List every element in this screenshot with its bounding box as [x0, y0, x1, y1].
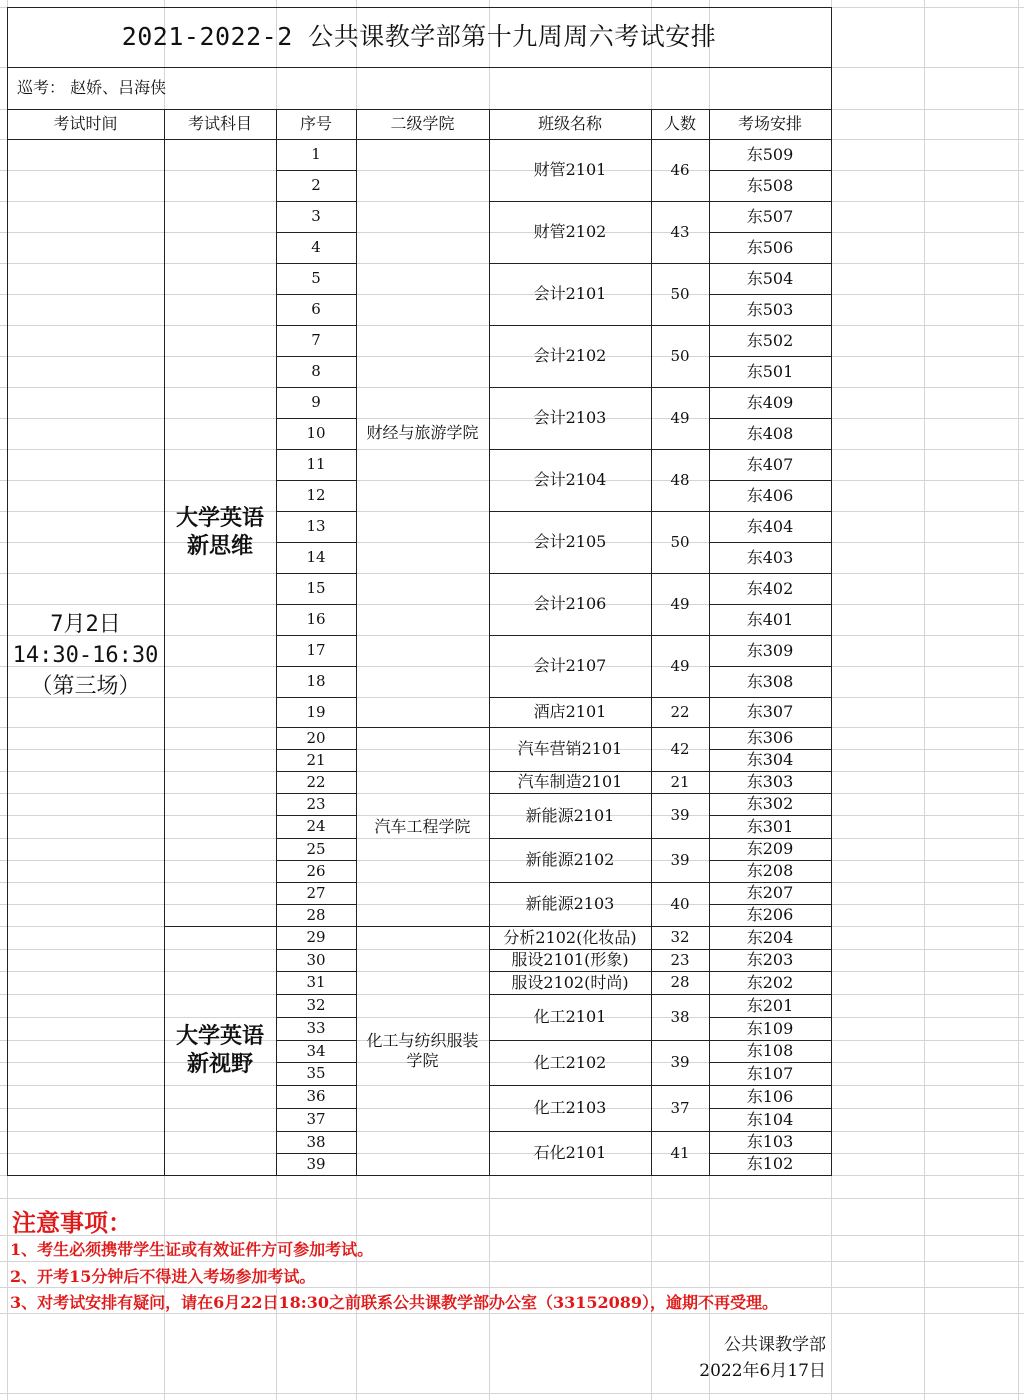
room-cell: 东409	[746, 392, 794, 412]
room-cell: 东403	[746, 547, 794, 567]
room-cell: 东308	[746, 671, 794, 691]
exam-time-range: 14:30-16:30	[12, 643, 159, 669]
class-name-cell: 财管2101	[533, 160, 607, 179]
subject-cell	[164, 926, 276, 1175]
class-count-cell: 50	[670, 346, 690, 365]
room-cell: 东102	[746, 1154, 794, 1173]
class-name-cell: 化工2102	[533, 1052, 607, 1072]
seq-cell: 16	[306, 610, 326, 629]
grid-h	[0, 1235, 1024, 1236]
room-cell: 东402	[746, 578, 794, 598]
class-name-cell: 石化2101	[533, 1143, 607, 1162]
seq-cell: 24	[306, 817, 326, 836]
exam-date: 7月2日	[50, 612, 121, 638]
college-cell	[356, 727, 489, 926]
class-name-cell: 财管2102	[533, 222, 607, 241]
room-cell: 东507	[746, 206, 794, 226]
subject-line1: 大学英语	[175, 505, 264, 531]
class-name-cell: 新能源2101	[525, 805, 615, 825]
seq-cell: 10	[306, 424, 326, 443]
subject-cell	[164, 139, 276, 926]
room-cell: 东207	[746, 883, 794, 902]
room-cell: 东504	[746, 268, 794, 288]
seq-cell: 33	[306, 1019, 326, 1038]
college-line1: 汽车工程学院	[374, 816, 471, 836]
grid-v	[1018, 0, 1019, 1400]
seq-cell: 2	[311, 176, 321, 195]
room-cell: 东503	[746, 299, 794, 319]
seq-cell: 32	[306, 996, 326, 1015]
room-cell: 东202	[746, 972, 794, 992]
class-name-cell: 化工2103	[533, 1098, 607, 1117]
seq-cell: 1	[311, 145, 321, 164]
seq-cell: 6	[311, 300, 321, 319]
class-count-cell: 50	[670, 284, 690, 303]
college-line1: 财经与旅游学院	[366, 423, 479, 442]
college-cell	[356, 139, 489, 727]
class-name-cell: 新能源2102	[525, 850, 615, 869]
college-cell	[356, 926, 489, 1175]
room-cell: 东208	[746, 861, 794, 880]
class-name-cell: 会计2103	[533, 408, 607, 427]
class-count-cell: 37	[670, 1098, 690, 1117]
class-count-cell: 32	[670, 928, 690, 947]
seq-cell: 37	[306, 1110, 326, 1129]
class-name-cell: 分析2102(化妆品)	[503, 927, 637, 947]
seq-cell: 15	[306, 579, 326, 598]
class-name-cell: 服设2102(时尚)	[511, 972, 629, 992]
notice-item-2: 2、开考15分钟后不得进入考场参加考试。	[10, 1267, 316, 1286]
seq-cell: 27	[306, 883, 326, 902]
header-seq: 序号	[299, 114, 332, 133]
room-cell: 东203	[746, 950, 794, 969]
class-name-cell: 酒店2101	[533, 702, 607, 721]
seq-cell: 29	[306, 928, 326, 947]
grid-h	[0, 1261, 1024, 1262]
room-cell: 东303	[746, 772, 794, 791]
class-count-cell: 38	[670, 1007, 690, 1026]
class-name-cell: 会计2101	[533, 284, 607, 303]
class-name-cell: 汽车营销2101	[517, 739, 623, 758]
class-count-cell: 21	[670, 772, 690, 791]
grid-h	[0, 1287, 1024, 1288]
room-cell: 东201	[746, 995, 794, 1015]
notice-title: 注意事项：	[12, 1208, 132, 1237]
notice-item-1: 1、考生必须携带学生证或有效证件方可参加考试。	[10, 1240, 374, 1259]
seq-cell: 20	[306, 728, 326, 747]
seq-cell: 38	[306, 1132, 326, 1151]
class-count-cell: 42	[670, 739, 690, 758]
class-count-cell: 39	[670, 1053, 690, 1072]
subject-line1: 大学英语	[175, 1023, 264, 1049]
header-class: 班级名称	[537, 114, 602, 133]
room-cell: 东509	[746, 144, 794, 164]
header-exam-time: 考试时间	[53, 114, 118, 133]
class-count-cell: 40	[670, 894, 690, 913]
room-cell: 东209	[746, 839, 794, 858]
room-cell: 东502	[746, 330, 794, 350]
seq-cell: 14	[306, 548, 326, 567]
class-name-cell: 会计2107	[533, 656, 607, 675]
seq-cell: 7	[311, 331, 321, 350]
room-cell: 东107	[746, 1063, 794, 1083]
class-name-cell: 汽车制造2101	[517, 772, 623, 791]
class-count-cell: 48	[670, 470, 690, 489]
class-name-cell: 服设2101(形象)	[511, 950, 629, 969]
exam-time-cell	[7, 139, 164, 1174]
room-cell: 东301	[746, 816, 794, 836]
exam-session: （第三场）	[30, 673, 141, 699]
grid-h	[0, 1198, 1024, 1199]
seq-cell: 19	[306, 702, 326, 721]
class-count-cell: 49	[670, 656, 690, 675]
grid-h	[0, 1313, 1024, 1314]
notice-item-3: 3、对考试安排有疑问，请在6月22日18:30之前联系公共课教学部办公室（33152089），逾期不再受理。	[10, 1293, 779, 1312]
class-count-cell: 41	[670, 1143, 690, 1162]
seq-cell: 23	[306, 794, 326, 813]
invigilators: 巡考： 赵娇、吕海侠	[17, 78, 167, 97]
signature-date: 2022年6月17日	[699, 1361, 826, 1381]
class-count-cell: 50	[670, 532, 690, 551]
border-v	[831, 7, 832, 1176]
class-name-cell: 会计2106	[533, 594, 607, 613]
room-cell: 东401	[746, 609, 794, 629]
seq-cell: 8	[311, 362, 321, 381]
page-title: 2021-2022-2 公共课教学部第十九周周六考试安排	[121, 22, 717, 52]
class-name-cell: 会计2105	[533, 532, 607, 551]
seq-cell: 9	[311, 393, 321, 412]
class-count-cell: 39	[670, 806, 690, 825]
header-subject: 考试科目	[187, 114, 252, 133]
class-name-cell: 新能源2103	[525, 894, 615, 913]
seq-cell: 26	[306, 861, 326, 880]
seq-cell: 18	[306, 672, 326, 691]
room-cell: 东103	[746, 1132, 794, 1151]
seq-cell: 12	[306, 486, 326, 505]
room-cell: 东304	[746, 750, 794, 769]
seq-cell: 28	[306, 905, 326, 924]
seq-cell: 17	[306, 641, 326, 660]
class-count-cell: 49	[670, 594, 690, 613]
room-cell: 东206	[746, 905, 794, 924]
class-count-cell: 23	[670, 950, 690, 969]
room-cell: 东508	[746, 175, 794, 195]
seq-cell: 5	[311, 269, 321, 288]
room-cell: 东109	[746, 1018, 794, 1038]
room-cell: 东106	[746, 1086, 794, 1106]
college-line2: 学院	[406, 1050, 439, 1070]
subject-line2: 新思维	[186, 532, 253, 559]
seq-cell: 39	[306, 1154, 326, 1173]
subject-line2: 新视野	[186, 1050, 253, 1077]
header-college: 二级学院	[390, 114, 455, 133]
room-cell: 东406	[746, 485, 794, 505]
room-cell: 东506	[746, 237, 794, 257]
grid-v	[924, 0, 925, 1400]
room-cell: 东309	[746, 640, 794, 660]
class-count-cell: 22	[670, 702, 690, 721]
header-count: 人数	[663, 114, 696, 133]
seq-cell: 3	[311, 207, 321, 226]
seq-cell: 36	[306, 1087, 326, 1106]
grid-h	[0, 1393, 1024, 1394]
class-count-cell: 28	[670, 973, 690, 992]
seq-cell: 13	[306, 517, 326, 536]
room-cell: 东302	[746, 794, 794, 813]
room-cell: 东204	[746, 927, 794, 947]
room-cell: 东306	[746, 728, 794, 747]
signature-department: 公共课教学部	[724, 1335, 826, 1355]
room-cell: 东407	[746, 454, 794, 474]
seq-cell: 25	[306, 839, 326, 858]
room-cell: 东404	[746, 516, 794, 536]
room-cell: 东104	[746, 1109, 794, 1129]
class-count-cell: 49	[670, 408, 690, 427]
class-name-cell: 化工2101	[533, 1007, 607, 1026]
seq-cell: 30	[306, 950, 326, 969]
seq-cell: 21	[306, 750, 326, 769]
class-count-cell: 39	[670, 850, 690, 869]
seq-cell: 34	[306, 1041, 326, 1060]
seq-cell: 4	[311, 238, 321, 257]
room-cell: 东408	[746, 423, 794, 443]
class-count-cell: 46	[670, 160, 690, 179]
class-name-cell: 会计2102	[533, 346, 607, 365]
college-line1: 化工与纺织服装	[366, 1030, 479, 1050]
room-cell: 东108	[746, 1041, 794, 1060]
seq-cell: 22	[306, 772, 326, 791]
seq-cell: 31	[306, 973, 326, 992]
class-name-cell: 会计2104	[533, 470, 607, 489]
seq-cell: 35	[306, 1064, 326, 1083]
room-cell: 东501	[746, 361, 794, 381]
header-room: 考场安排	[737, 114, 802, 133]
room-cell: 东307	[746, 702, 794, 721]
class-count-cell: 43	[670, 222, 690, 241]
seq-cell: 11	[306, 455, 326, 474]
